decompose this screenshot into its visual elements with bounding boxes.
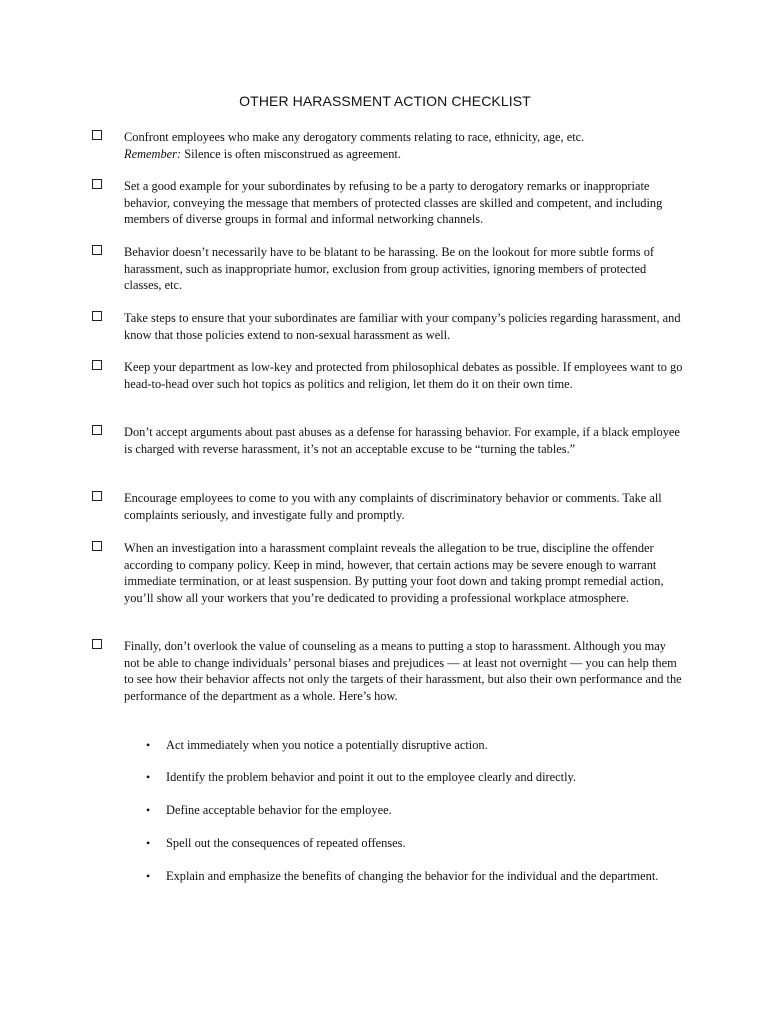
checklist-item-text: Take steps to ensure that your subordinates are familiar with your company’s policies regarding harassment, and know that those policies extend to non-sexual harassment as well. [124,311,681,342]
checkbox-icon[interactable] [92,425,102,435]
checkbox-icon[interactable] [92,311,102,321]
checklist-item-text: When an investigation into a harassment complaint reveals the allegation to be true, discipline the offender according to company policy. Keep in mind, however, that certain actions may be severe enough to warrant immediate termination, or at least suspension. By putting your foot down and taking prompt remedial action, you’ll show all your workers that you’re dedicated to providing a professional workplace atmosphere. [124,541,664,605]
bullet-icon: • [146,738,151,752]
checklist-item-text: Encourage employees to come to you with any complaints of discriminatory behavior or comments. Take all complaints seriously, and investigate fully and promptly. [124,491,662,522]
bullet-icon: • [146,770,151,784]
bullet-text: Act immediately when you notice a potentially disruptive action. [166,738,488,752]
bullet-icon: • [146,869,151,883]
bullet-text: Identify the problem behavior and point it out to the employee clearly and directly. [166,770,577,784]
checklist-item-text: Keep your department as low-key and protected from philosophical debates as possible. If employees want to go head-to-head over such hot topics as politics and religion, let them do it on their own time. [124,360,683,391]
checklist-item-text [124,129,684,162]
bullet-icon: • [146,803,151,817]
page-title: OTHER HARASSMENT ACTION CHECKLIST [239,93,531,109]
checkbox-icon[interactable] [92,360,102,370]
checklist-item-text: Don’t accept arguments about past abuses as a defense for harassing behavior. For example, if a black employee is charged with reverse harassment, it’s not an acceptable excuse to be “turning the tables.” [124,425,680,456]
bullet-text: Define acceptable behavior for the employee. [166,803,392,817]
checkbox-icon[interactable] [92,541,102,551]
remember-label: Remember: [124,146,182,161]
checkbox-icon[interactable] [92,491,102,501]
checkbox-icon[interactable] [92,130,102,140]
checkbox-icon[interactable] [92,245,102,255]
checkbox-icon[interactable] [92,639,102,649]
checklist-item-text: Behavior doesn’t necessarily have to be blatant to be harassing. Be on the lookout for more subtle forms of harassment, such as inappropriate humor, exclusion from group activities, ignoring members of protected classes, etc. [124,245,655,292]
item-text: Confront employees who make any derogatory comments relating to race, ethnicity, age, etc. [124,130,585,144]
checklist-item-text: Set a good example for your subordinates by refusing to be a party to derogatory remarks or inappropriate behavior, conveying the message that members of protected classes are skilled and competent, and including members of diverse groups in formal and informal networking channels. [124,179,663,226]
bullet-icon: • [146,836,151,850]
remember-text: Silence is often misconstrued as agreement. [181,146,401,161]
checkbox-icon[interactable] [92,179,102,189]
bullet-text: Explain and emphasize the benefits of changing the behavior for the individual and the department. [166,869,659,883]
checklist-item-text: Finally, don’t overlook the value of counseling as a means to putting a stop to harassment. Although you may not be able to change individuals’ personal biases and prejudices — at least not overnight — you can help them to see how their behavior affects not only the targets of their harassment, but also their own performance and the performance of the department as a whole. Here’s how. [124,639,682,703]
bullet-text: Spell out the consequences of repeated offenses. [166,836,406,850]
